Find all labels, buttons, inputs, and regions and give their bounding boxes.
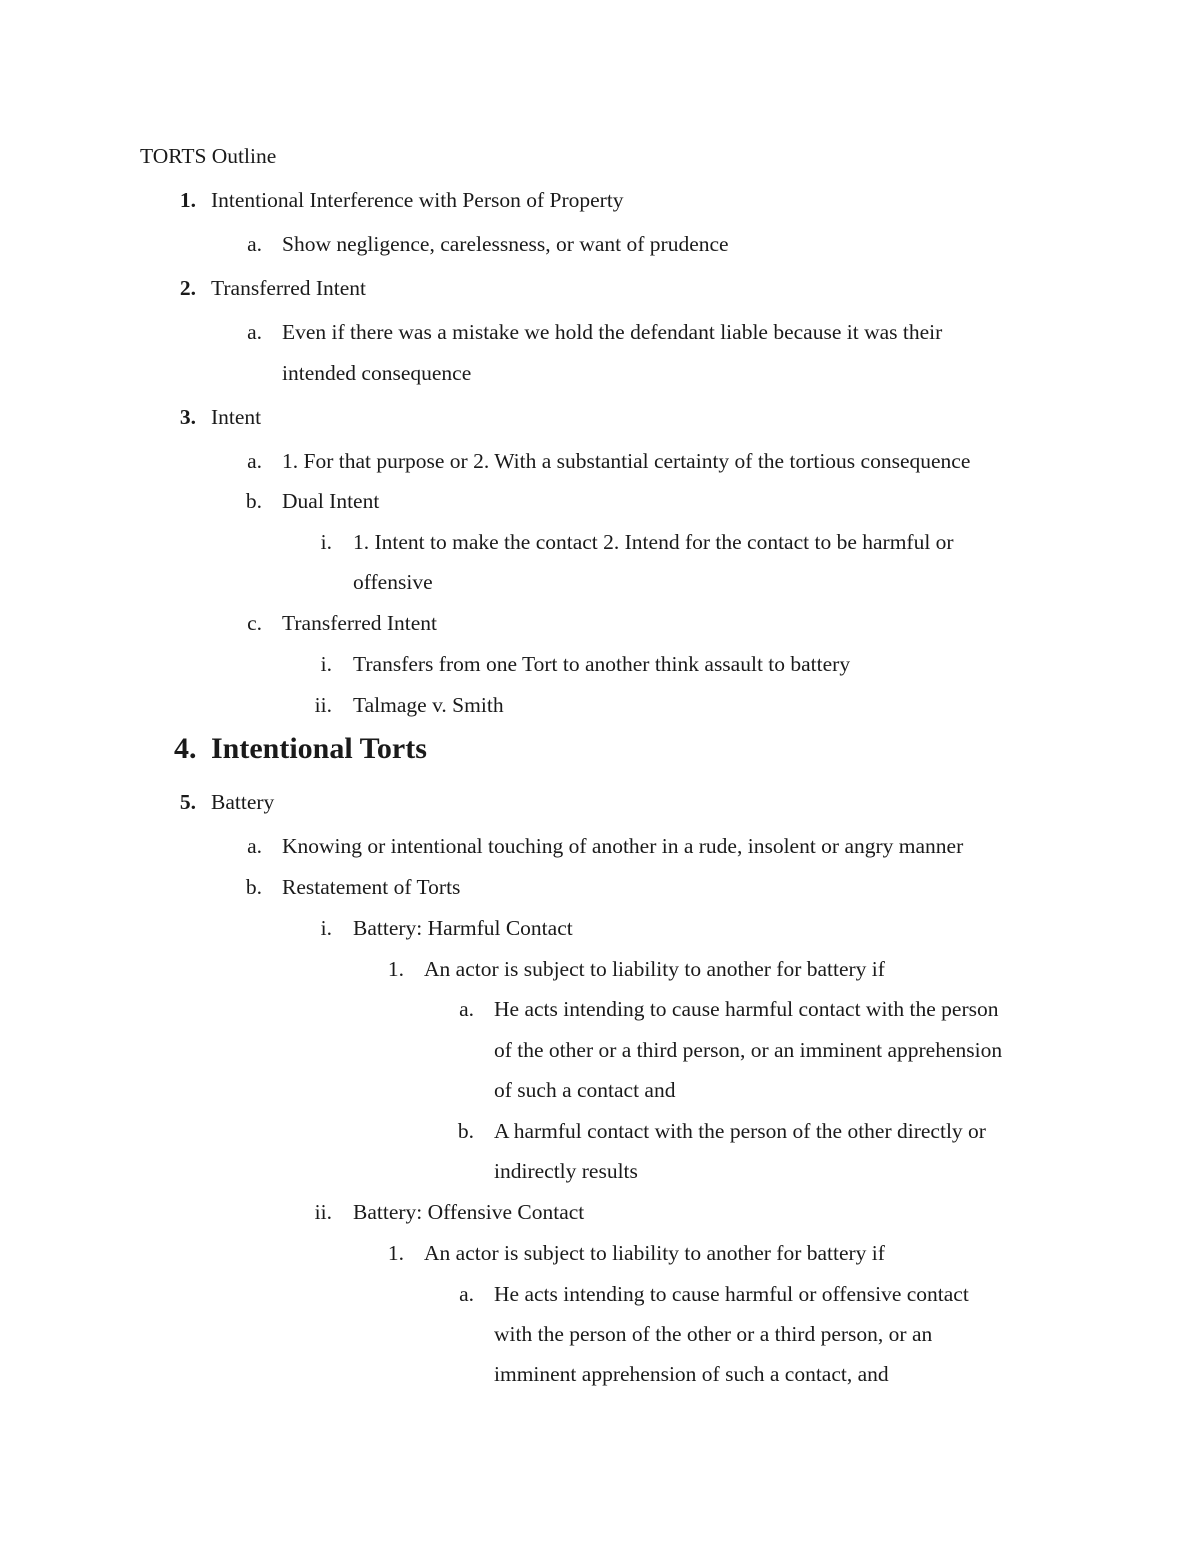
- list-marker: 3.: [179, 405, 196, 429]
- list-item-text: Dual Intent: [282, 489, 380, 513]
- list-item-text: of the other or a third person, or an imminent apprehension: [494, 1038, 1003, 1062]
- list-item-text: Show negligence, carelessness, or want of prudence: [282, 232, 729, 256]
- list-marker: a.: [247, 320, 262, 344]
- list-marker: a.: [459, 997, 474, 1021]
- list-item-text: Transfers from one Tort to another think assault to battery: [353, 652, 851, 676]
- section-heading: Intentional Torts: [211, 732, 427, 765]
- list-item-text: Battery: Harmful Contact: [353, 916, 573, 940]
- list-marker: 1.: [387, 1241, 404, 1265]
- list-item-text: Battery: Offensive Contact: [353, 1200, 585, 1224]
- list-marker: 1.: [179, 188, 196, 212]
- list-item-text: Intent: [211, 405, 262, 429]
- list-item-text: Transferred Intent: [282, 611, 438, 635]
- list-item-text: Intentional Interference with Person of Property: [211, 188, 624, 212]
- list-item-text: Battery: [211, 790, 275, 814]
- list-item-text: He acts intending to cause harmful contact with the person: [494, 997, 999, 1021]
- list-marker: ii.: [314, 1200, 332, 1224]
- list-item-text: 1. For that purpose or 2. With a substantial certainty of the tortious consequence: [282, 449, 971, 473]
- list-item-text: A harmful contact with the person of the other directly or: [494, 1119, 986, 1143]
- list-item-text: Talmage v. Smith: [353, 693, 504, 717]
- list-item-text: imminent apprehension of such a contact, and: [494, 1362, 889, 1386]
- list-item-text: An actor is subject to liability to another for battery if: [424, 957, 885, 981]
- list-item-text: Restatement of Torts: [282, 875, 461, 899]
- list-marker: ii.: [314, 693, 332, 717]
- list-item-text: intended consequence: [282, 361, 472, 385]
- list-marker: b.: [245, 489, 262, 513]
- list-marker: a.: [247, 834, 262, 858]
- list-item-text: Knowing or intentional touching of another in a rude, insolent or angry manner: [282, 834, 964, 858]
- list-marker: 5.: [179, 790, 196, 814]
- list-marker: i.: [320, 916, 332, 940]
- list-marker: a.: [247, 232, 262, 256]
- list-item-text: of such a contact and: [494, 1078, 676, 1102]
- list-item-text: Even if there was a mistake we hold the defendant liable because it was their: [282, 320, 943, 344]
- list-marker: i.: [320, 652, 332, 676]
- list-marker: a.: [459, 1282, 474, 1306]
- list-item-text: An actor is subject to liability to another for battery if: [424, 1241, 885, 1265]
- list-item-text: offensive: [353, 570, 433, 594]
- list-marker: i.: [320, 530, 332, 554]
- list-marker: 1.: [387, 957, 404, 981]
- list-item-text: with the person of the other or a third person, or an: [494, 1322, 933, 1346]
- list-item-text: He acts intending to cause harmful or offensive contact: [494, 1282, 969, 1306]
- section-heading-number: 4.: [174, 732, 197, 765]
- list-marker: a.: [247, 449, 262, 473]
- list-item-text: indirectly results: [494, 1159, 638, 1183]
- list-marker: b.: [245, 875, 262, 899]
- list-item-text: 1. Intent to make the contact 2. Intend for the contact to be harmful or: [353, 530, 954, 554]
- list-marker: b.: [457, 1119, 474, 1143]
- list-item-text: Transferred Intent: [211, 276, 367, 300]
- document-title: TORTS Outline: [140, 144, 277, 168]
- list-marker: 2.: [179, 276, 196, 300]
- list-marker: c.: [247, 611, 262, 635]
